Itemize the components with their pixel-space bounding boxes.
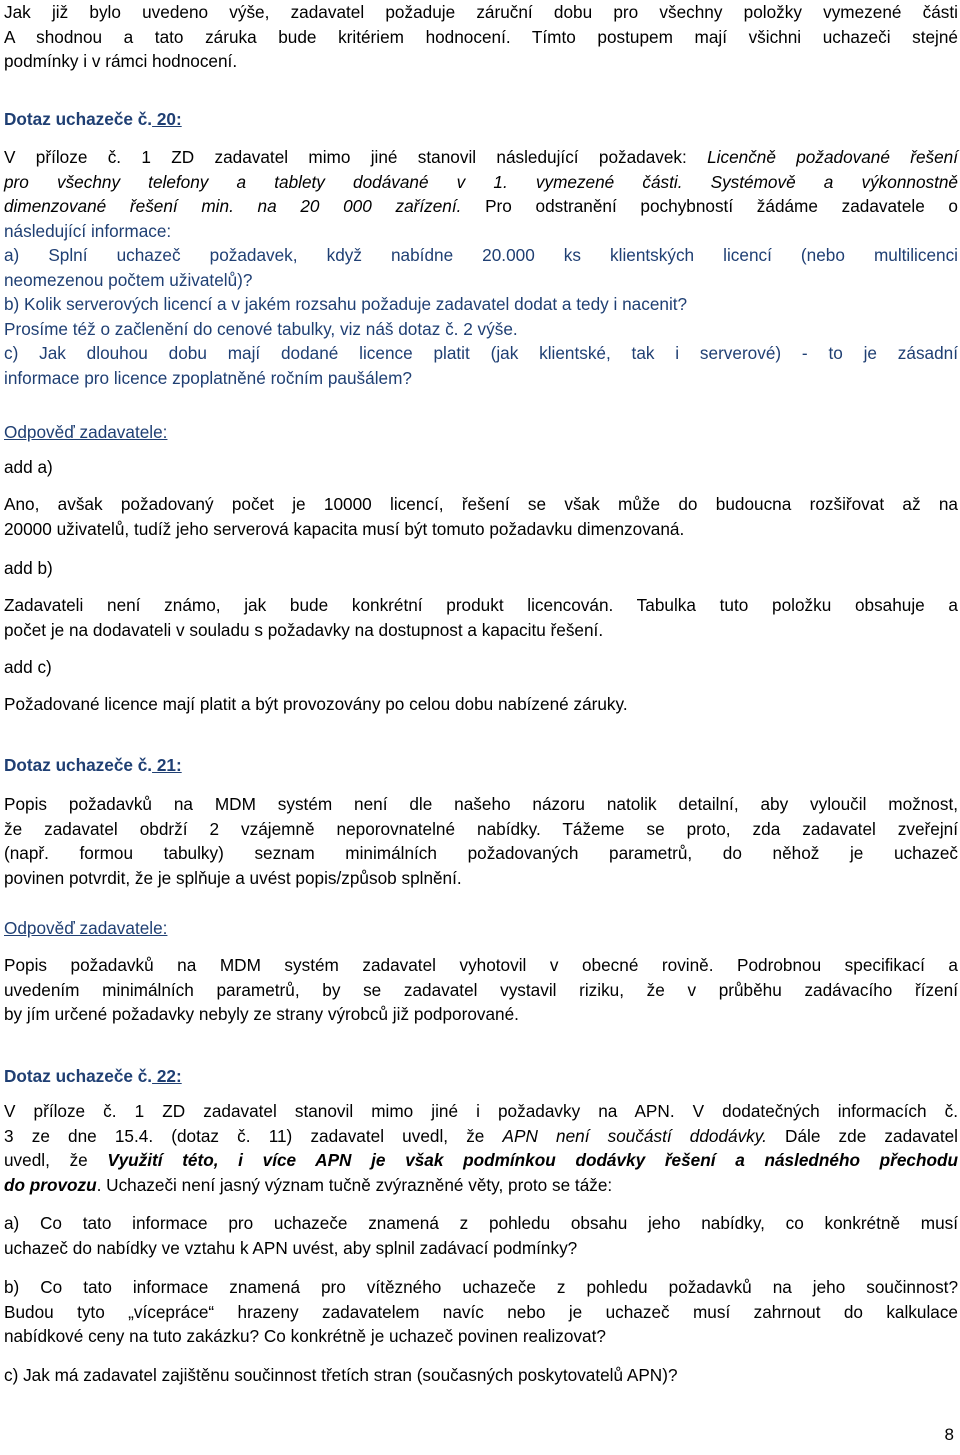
text-line: informace pro licence zpoplatněné ročním paušálem?	[4, 367, 412, 388]
question-21-heading	[4, 753, 182, 778]
text-run: 3 ze dne 15.4. (dotaz č. 11) zadavatel uvedl, že	[4, 1125, 503, 1146]
intro-paragraph	[4, 0, 958, 74]
text-line: Popis požadavků na MDM systém není dle našeho názoru natolik detailní, aby vyloučil možnost,	[4, 794, 958, 814]
text-line	[4, 194, 958, 219]
text-line	[4, 1124, 958, 1149]
text-line	[4, 1148, 958, 1173]
add-c-label: add c)	[4, 657, 52, 677]
quoted-requirement-line: pro všechny telefony a tablety dodávané v 1. vymezené části. Systémově a výkonnostně	[4, 171, 958, 192]
text-line: 20000 uživatelů, tudíž jeho serverová kapacita musí být tomuto požadavku dimenzovaná.	[4, 518, 685, 539]
text-line	[4, 1173, 958, 1198]
add-b-label: add b)	[4, 558, 53, 578]
text-line: povinen potvrdit, že je splňuje a uvést popis/způsob splnění.	[4, 867, 462, 888]
text-line: b) Kolik serverových licencí a v jakém rozsahu požaduje zadavatel dodat a tedy i nacenit?	[4, 294, 688, 314]
question-22-body	[4, 1099, 958, 1197]
quoted-requirement: Licenčně požadované řešení	[707, 147, 958, 167]
answer-a-paragraph	[4, 492, 958, 541]
add-a-label: add a)	[4, 457, 53, 477]
text-line: Ano, avšak požadovaný počet je 10000 licencí, řešení se však může do budoucna rozšiřovat až na	[4, 494, 958, 514]
heading-number: 22:	[152, 1066, 182, 1086]
question-22-part-c: c) Jak má zadavatel zajištěnu součinnost třetích stran (současných poskytovatelů APN)?	[4, 1365, 678, 1385]
highlighted-quote: Využití této, i více APN je však podmínkou dodávky řešení a následného přechodu	[107, 1150, 958, 1170]
text-line: podmínky i v rámci hodnocení.	[4, 51, 238, 71]
question-22-heading	[4, 1064, 182, 1089]
text-line: Budou tyto „vícepráce“ hrazeny zadavatelem navíc nebo je uchazeč musí zahrnout do kalkulace	[4, 1301, 958, 1322]
text-line: Zadavateli není známo, jak bude konkrétní produkt licencován. Tabulka tuto položku obsahuje a	[4, 595, 958, 615]
text-line: nabídkové ceny na tuto zakázku? Co konkrétně je uchazeč povinen realizovat?	[4, 1326, 606, 1346]
question-21-body	[4, 792, 958, 890]
answer-20-heading: Odpověď zadavatele:	[4, 422, 168, 442]
quoted-requirement: dimenzované řešení min. na 20 000 zařízení.	[4, 196, 462, 216]
text-line: a) Splní uchazeč požadavek, když nabídne 20.000 ks klientských licencí (nebo multilicenci	[4, 245, 958, 265]
question-22-part-a	[4, 1211, 958, 1260]
text-line: Popis požadavků na MDM systém zadavatel vyhotovil v obecné rovině. Podrobnou specifikací a	[4, 955, 958, 975]
text-run: . Uchazeči není jasný význam tučně zvýrazněné věty, proto se táže:	[96, 1174, 613, 1195]
page-number: 8	[944, 1425, 954, 1444]
text-run: Pro odstranění pochybností žádáme zadavatele o	[461, 196, 958, 216]
text-line: V příloze č. 1 ZD zadavatel stanovil mimo jiné i požadavky na APN. V dodatečných informacích č.	[4, 1101, 958, 1121]
heading-text: Dotaz uchazeče č.	[4, 1066, 153, 1086]
text-line: a) Co tato informace pro uchazeče znamená z pohledu obsahu jeho nabídky, co konkrétně musí	[4, 1213, 958, 1233]
question-20-heading	[4, 107, 182, 132]
heading-number: 21:	[152, 755, 182, 775]
text-run: Dále zde zadavatel	[766, 1125, 958, 1146]
text-line: Prosíme též o začlenění do cenové tabulky, viz náš dotaz č. 2 výše.	[4, 318, 518, 339]
text-line: neomezenou počtem uživatelů)?	[4, 269, 253, 290]
heading-number: 20:	[152, 109, 182, 129]
answer-21-heading: Odpověď zadavatele:	[4, 918, 168, 938]
text-line: uvedením minimálních parametrů, by se zadavatel vystavil riziku, že v průběhu zadávacího řízení	[4, 979, 958, 1000]
text-line: b) Co tato informace znamená pro vítězného uchazeče z pohledu požadavků na jeho součinnost?	[4, 1277, 958, 1297]
text-line: Jak již bylo uvedeno výše, zadavatel požaduje záruční dobu pro všechny položky vymezené části	[4, 2, 958, 22]
text-line: by jím určené požadavky nebyly ze strany výrobců již podporované.	[4, 1004, 519, 1024]
answer-21-body	[4, 953, 958, 1027]
question-20-body	[4, 145, 958, 390]
question-22-part-b	[4, 1275, 958, 1349]
text-line: následující informace:	[4, 220, 172, 241]
heading-text: Dotaz uchazeče č.	[4, 755, 153, 775]
text-run: V příloze č. 1 ZD zadavatel mimo jiné stanovil následující požadavek:	[4, 147, 708, 167]
text-line: A shodnou a tato záruka bude kritériem hodnocení. Tímto postupem mají všichni uchazeči stejné	[4, 26, 958, 47]
text-run: uvedl, že	[4, 1150, 108, 1170]
text-line: počet je na dodavateli v souladu s požadavky na dostupnost a kapacitu řešení.	[4, 619, 604, 640]
quoted-text: APN není součástí ddodávky.	[502, 1125, 767, 1146]
text-line: že zadavatel obdrží 2 vzájemně neporovnatelné nabídky. Tážeme se proto, zda zadavatel zveřejní	[4, 818, 958, 839]
answer-c-line: Požadované licence mají platit a být provozovány po celou dobu nabízené záruky.	[4, 694, 628, 714]
text-line: (např. formou tabulky) seznam minimálních požadovaných parametrů, do něhož je uchazeč	[4, 843, 958, 863]
answer-b-paragraph	[4, 593, 958, 642]
highlighted-quote: do provozu	[4, 1174, 97, 1195]
text-line: c) Jak dlouhou dobu mají dodané licence platit (jak klientské, tak i serverové) - to je zásadní	[4, 343, 958, 363]
text-line: uchazeč do nabídky ve vztahu k APN uvést, aby splnil zadávací podmínky?	[4, 1237, 578, 1258]
heading-text: Dotaz uchazeče č.	[4, 109, 153, 129]
text-line	[4, 145, 958, 170]
